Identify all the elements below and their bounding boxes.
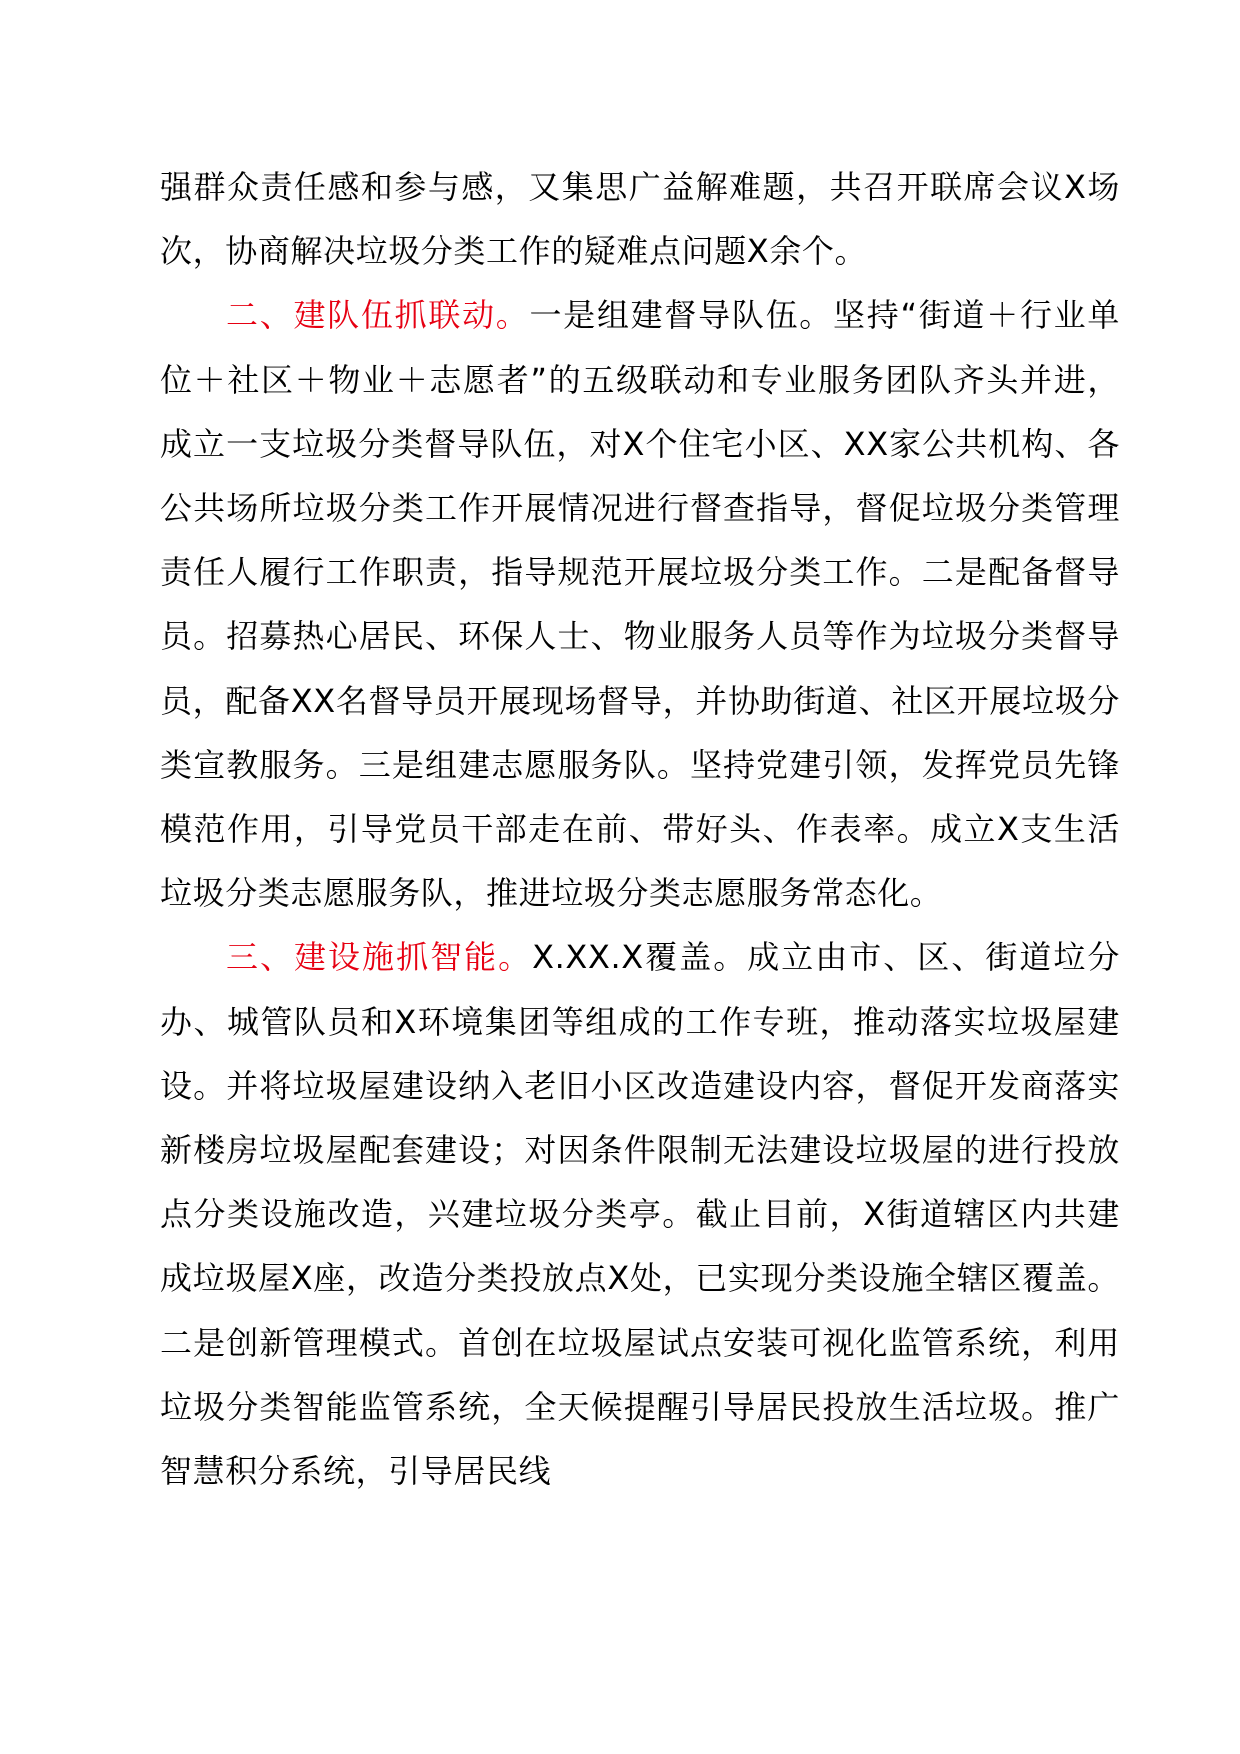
paragraph-3-text: X.XX.X覆盖。成立由市、区、街道垃分办、城管队员和X环境集团等组成的工作专班，推动落实垃圾屋建设。并将垃圾屋建设纳入老旧小区改造建设内容，督促开发商落实新楼房垃圾屋配套建设；对因条件限制无法建设垃圾屋的进行投放点分类设施改造，兴建垃圾分类亭。截止目前，X街道辖区内共建成垃圾屋X座，改造分类投放点X处，已实现分类设施全辖区覆盖。二是创新管理模式。首创在垃圾屋试点安装可视化监管系统，利用垃圾分类智能监管系统，全天候提醒引导居民投放生活垃圾。推广智慧积分系统，引导居民线 bbox=[160, 938, 1120, 1491]
paragraph-2-text: 一是组建督导队伍。坚持“街道＋行业单位＋社区＋物业＋志愿者”的五级联动和专业服务团队齐头并进，成立一支垃圾分类督导队伍，对X个住宅小区、XX家公共机构、各公共场所垃圾分类工作开展情况进行督查指导，督促垃圾分类管理责任人履行工作职责，指导规范开展垃圾分类工作。二是配备督导员。招募热心居民、环保人士、物业服务人员等作为垃圾分类督导员，配备XX名督导员开展现场督导，并协助街道、社区开展垃圾分类宣教服务。三是组建志愿服务队。坚持党建引领，发挥党员先锋模范作用，引导党员干部走在前、带好头、作表率。成立X支生活垃圾分类志愿服务队，推进垃圾分类志愿服务常态化。 bbox=[160, 296, 1120, 913]
document-page bbox=[160, 155, 1120, 1503]
paragraph-2 bbox=[160, 283, 1120, 925]
section-heading-3: 三、建设施抓智能。 bbox=[226, 938, 533, 977]
section-heading-2: 二、建队伍抓联动。 bbox=[226, 296, 530, 335]
paragraph-1-text: 强群众责任感和参与感，又集思广益解难题，共召开联席会议X场次，协商解决垃圾分类工作的疑难点问题X余个。 bbox=[160, 168, 1120, 271]
paragraph-1 bbox=[160, 155, 1120, 283]
paragraph-3 bbox=[160, 925, 1120, 1503]
